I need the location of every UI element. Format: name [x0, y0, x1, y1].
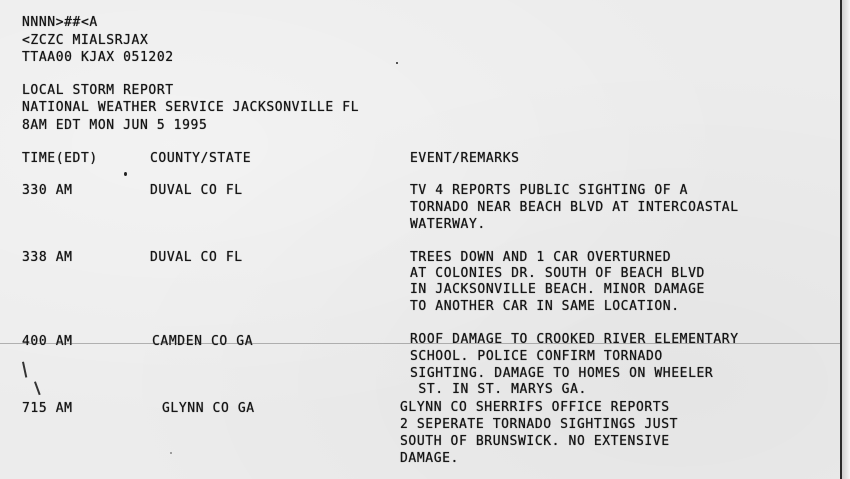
- report-1-remark-1: TV 4 REPORTS PUBLIC SIGHTING OF A: [410, 183, 689, 198]
- report-2-remark-4: TO ANOTHER CAR IN SAME LOCATION.: [410, 299, 680, 314]
- scan-line-artifact: [0, 343, 842, 344]
- report-2-remark-1: TREES DOWN AND 1 CAR OVERTURNED: [410, 250, 672, 265]
- report-2-remark-2: AT COLONIES DR. SOUTH OF BEACH BLVD: [410, 266, 705, 281]
- report-4-time: 715 AM: [22, 401, 73, 416]
- report-4-remark-4: DAMAGE.: [400, 451, 459, 466]
- report-2-remark-3: IN JACKSONVILLE BEACH. MINOR DAMAGE: [410, 282, 705, 297]
- report-2-county: DUVAL CO FL: [150, 250, 243, 265]
- ink-speck: [124, 172, 127, 176]
- report-1-time: 330 AM: [22, 183, 73, 198]
- report-1-county: DUVAL CO FL: [150, 183, 243, 198]
- report-3-remark-3: SIGHTING. DAMAGE TO HOMES ON WHEELER: [410, 366, 714, 381]
- report-3-remark-1: ROOF DAMAGE TO CROOKED RIVER ELEMENTARY: [410, 332, 739, 347]
- col-header-time: TIME(EDT): [22, 151, 98, 166]
- report-4-remark-3: SOUTH OF BRUNSWICK. NO EXTENSIVE: [400, 434, 670, 449]
- col-header-event: EVENT/REMARKS: [410, 151, 520, 166]
- report-2-time: 338 AM: [22, 250, 73, 265]
- header-line-3: TTAA00 KJAX 051202: [22, 50, 174, 65]
- report-4-county: GLYNN CO GA: [162, 401, 255, 416]
- page-edge-line: [840, 0, 842, 479]
- office-name: NATIONAL WEATHER SERVICE JACKSONVILLE FL: [22, 100, 360, 115]
- pen-mark: [34, 381, 41, 395]
- report-4-remark-2: 2 SEPERATE TORNADO SIGHTINGS JUST: [400, 417, 679, 432]
- header-line-1: NNNN>##<A: [22, 15, 98, 30]
- ink-speck: [396, 62, 398, 64]
- page-edge-shadow: [842, 0, 850, 479]
- report-1-remark-2: TORNADO NEAR BEACH BLVD AT INTERCOASTAL: [410, 200, 739, 215]
- ink-speck: [170, 452, 172, 454]
- report-4-remark-1: GLYNN CO SHERRIFS OFFICE REPORTS: [400, 400, 670, 415]
- report-3-remark-2: SCHOOL. POLICE CONFIRM TORNADO: [410, 349, 663, 364]
- header-line-2: <ZCZC MIALSRJAX: [22, 33, 149, 48]
- report-3-remark-4: ST. IN ST. MARYS GA.: [410, 382, 587, 397]
- pen-mark: [22, 362, 27, 378]
- issue-time: 8AM EDT MON JUN 5 1995: [22, 118, 208, 133]
- report-1-remark-3: WATERWAY.: [410, 217, 486, 232]
- report-3-time: 400 AM: [22, 334, 73, 349]
- report-title: LOCAL STORM REPORT: [22, 83, 174, 98]
- col-header-county: COUNTY/STATE: [150, 151, 252, 166]
- report-3-county: CAMDEN CO GA: [152, 334, 254, 349]
